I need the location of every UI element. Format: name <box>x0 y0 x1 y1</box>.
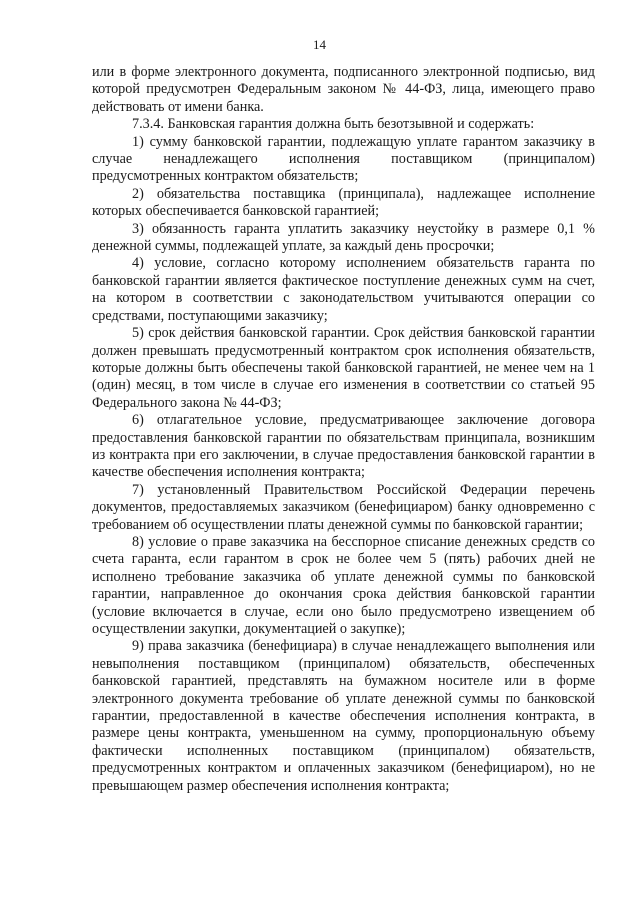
list-item-4: 4) условие, согласно которому исполнением обязательств гаранта по банковской гарантии является фактическое поступление денежных сумм на счет, на котором в соответствии с законодательством учитываются операции со средствами, поступающими заказчику; <box>92 255 595 324</box>
list-item-1: 1) сумму банковской гарантии, подлежащую уплате гарантом заказчику в случае ненадлежащего исполнения поставщиком (принципалом) предусмотренных контрактом обязательств; <box>92 133 595 185</box>
paragraph-continuation: или в форме электронного документа, подписанного электронной подписью, вид которой предусмотрен Федеральным законом № 44-ФЗ, лица, имеющего право действовать от имени банка. <box>92 64 595 115</box>
list-item-8: 8) условие о праве заказчика на бесспорное списание денежных средств со счета гаранта, если гарантом в срок не более чем 5 (пять) рабочих дней не исполнено требование заказчика об уплате денежной суммы по банковской гарантии, направленное до окончания срока действия банковской гарантии (условие включается в случае, если оно было предусмотрено извещением об осуществлении закупки, документацией о закупке); <box>92 533 595 637</box>
list-item-9: 9) права заказчика (бенефициара) в случае ненадлежащего выполнения или невыполнения поставщиком (принципалом) обязательств, обеспеченных банковской гарантией, представлять на бумажном носителе или в форме электронного документа требование об уплате денежной суммы по банковской гарантии, предоставленной в качестве обеспечения исполнения контракта, в размере цены контракта, уменьшенном на сумму, пропорциональную объему фактически исполненных поставщиком (принципалом) обязательств, предусмотренных контрактом и оплаченных заказчиком (бенефициаром), но не превышающем размер обеспечения исполнения контракта; <box>92 638 595 794</box>
paragraph-section-7-3-4: 7.3.4. Банковская гарантия должна быть безотзывной и содержать: <box>132 116 535 133</box>
list-item-3: 3) обязанность гаранта уплатить заказчику неустойку в размере 0,1 % денежной суммы, подлежащей уплате, за каждый день просрочки; <box>92 220 595 255</box>
list-item-5: 5) срок действия банковской гарантии. Срок действия банковской гарантии должен превышать предусмотренный контрактом срок исполнения обязательств, которые должны быть обеспечены такой банковской гарантией, не менее чем на 1 (один) месяц, в том числе в случае его изменения в соответствии со статьей 95 Федерального закона № 44-ФЗ; <box>92 325 595 411</box>
document-body <box>92 64 595 795</box>
list-item-6: 6) отлагательное условие, предусматривающее заключение договора предоставления банковской гарантии по обязательствам принципала, возникшим из контракта при его заключении, в случае предоставления банковской гарантии в качестве обеспечения исполнения контракта; <box>92 412 595 481</box>
list-item-7: 7) установленный Правительством Российской Федерации перечень документов, предоставляемых заказчиком (бенефициаром) банку одновременно с требованием об осуществлении платы денежной суммы по банковской гарантии; <box>92 481 595 533</box>
list-item-2: 2) обязательства поставщика (принципала), надлежащее исполнение которых обеспечивается банковской гарантией; <box>92 185 595 220</box>
page-number: 14 <box>313 37 326 52</box>
